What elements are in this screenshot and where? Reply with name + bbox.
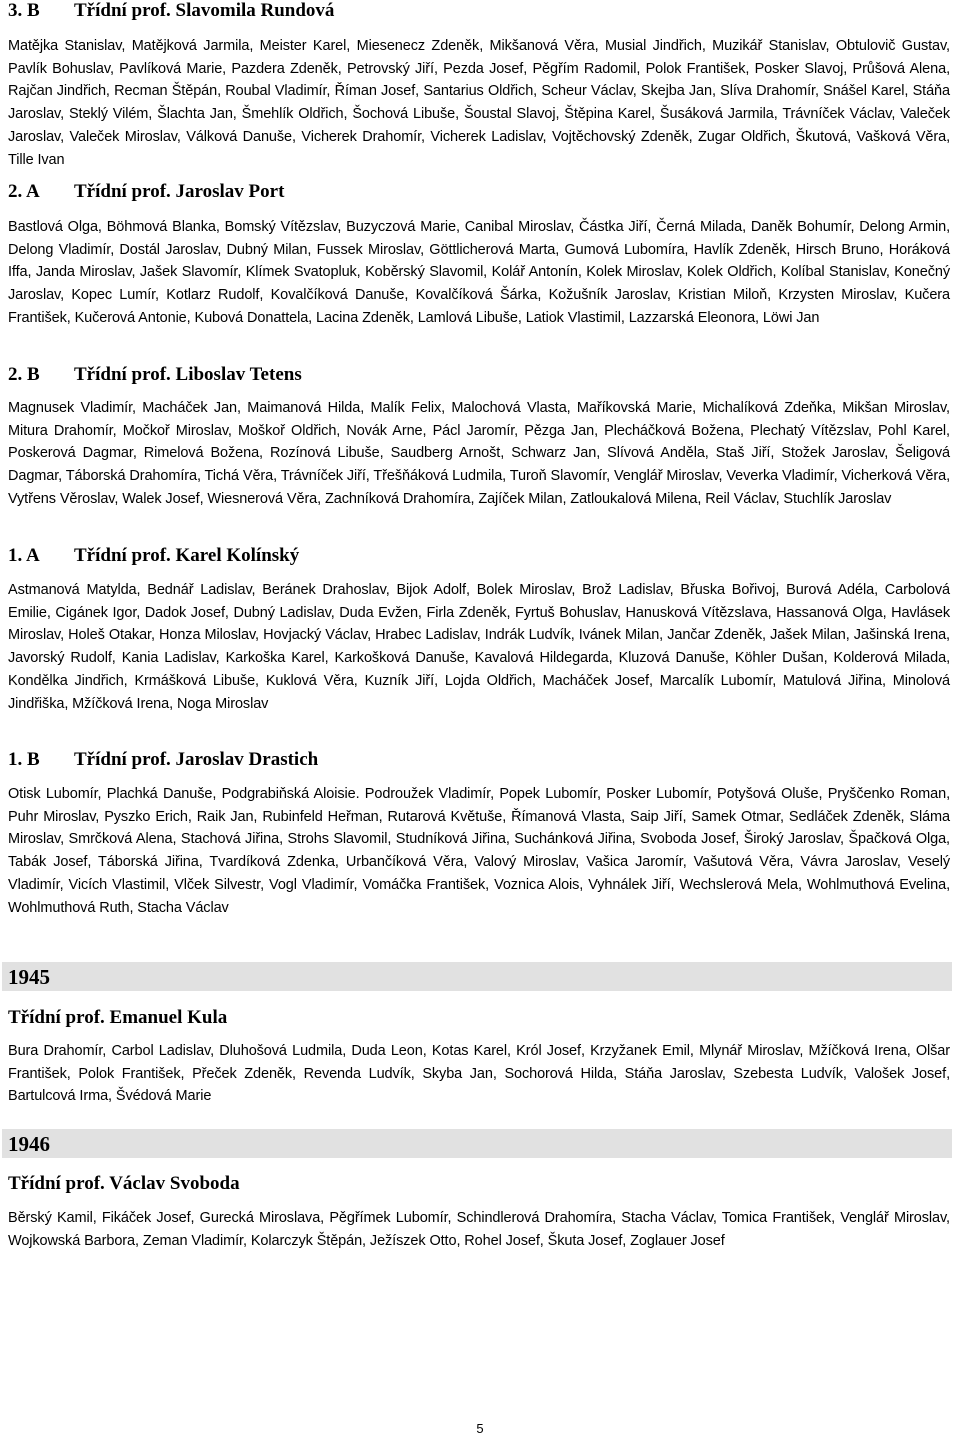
class-code: 1. B <box>8 749 40 770</box>
year-label: 1945 <box>8 965 50 989</box>
class-teacher: Třídní prof. Slavomila Rundová <box>74 0 335 21</box>
class-teacher: Třídní prof. Karel Kolínský <box>74 545 300 566</box>
teacher-heading-1946: Třídní prof. Václav Svoboda <box>8 1173 240 1194</box>
class-heading-1b <box>8 749 318 771</box>
student-list-1946: Běrský Kamil, Fikáček Josef, Gurecká Miroslava, Pěgřímek Lubomír, Schindlerová Drahomíra, Stacha Václav, Tomica František, Venglář Miroslav, Wojkowská Barbora, Zeman Vladimír, Kolarczyk Štěpán, Ježíszek Otto, Rohel Josef, Škuta Josef, Zoglauer Josef <box>8 1210 950 1249</box>
class-teacher: Třídní prof. Jaroslav Drastich <box>74 749 319 770</box>
class-heading-2b <box>8 364 302 386</box>
class-teacher: Třídní prof. Jaroslav Port <box>74 181 285 202</box>
year-banner-1946 <box>2 1129 952 1158</box>
student-list-2b: Magnusek Vladimír, Macháček Jan, Maimanová Hilda, Malík Felix, Malochová Vlasta, Maříkovská Marie, Michalíková Zdeňka, Mikšan Miroslav, Mitura Drahomír, Močkoř Miroslav, Moškoř Oldřich, Novák Arne, Pácl Jaromír, Pězga Jan, Plecháčková Božena, Plechatý Vítězslav, Pohl Karel, Poskerová Dagmar, Rimelová Božena, Rozínová Libuše, Saudberg Arnošt, Schwarz Jan, Slívová Anděla, Staš Jiří, Stožek Jaroslav, Šeligová Dagmar, Táborská Drahomíra, Tichá Věra, Trávníček Jiří, Třešňáková Ludmila, Turoň Slavomír, Venglář Miroslav, Veverka Vladimír, Vicherková Věra, Vytřens Věroslav, Walek Josef, Wiesnerová Věra, Zachníková Drahomíra, Zajíček Milan, Zatloukalová Milena, Reil Václav, Stuchlík Jaroslav <box>8 400 950 507</box>
class-heading-2a <box>8 181 284 203</box>
class-heading-3b <box>8 0 334 22</box>
class-code: 3. B <box>8 0 40 21</box>
student-list-1a: Astmanová Matylda, Bednář Ladislav, Beránek Drahoslav, Bijok Adolf, Bolek Miroslav, Brož Ladislav, Břuska Bořivoj, Burová Adéla, Carbolová Emilie, Cigánek Igor, Dadok Josef, Dubný Ladislav, Duda Evžen, Firla Zdeněk, Fyrtuš Bohuslav, Hanusková Vítězslava, Hassanová Olga, Havlásek Miroslav, Holeš Otakar, Honza Miloslav, Hovjacký Václav, Hrabec Ladislav, Indrák Ludvík, Ivánek Milan, Jančar Zdeněk, Jašek Milan, Jašinská Irena, Javorský Rudolf, Kania Ladislav, Karkoška Karel, Karkošková Danuše, Kavalová Hildegarda, Kluzová Danuše, Köhler Dušan, Kolderová Milada, Kondělka Jindřich, Krmášková Libuše, Kuklová Věra, Kuzník Jiří, Lojda Oldřich, Macháček Josef, Marcalík Lubomír, Matulová Jiřina, Minolová Jindřiška, Mžíčková Irena, Noga Miroslav <box>8 582 950 712</box>
student-list-2a: Bastlová Olga, Böhmová Blanka, Bomský Vítězslav, Buzyczová Marie, Canibal Miroslav, Částka Jiří, Černá Milada, Daněk Bohumír, Delong Armin, Delong Vladimír, Dostál Jaroslav, Dubný Milan, Fussek Miroslav, Göttlicherová Marta, Gumová Lubomíra, Havlík Zdeněk, Hirsch Bruno, Horáková Iffa, Janda Miroslav, Jašek Slavomír, Klímek Svatopluk, Koběrský Slavomil, Kolář Antonín, Kolek Miroslav, Kolek Oldřich, Kolíbal Stanislav, Konečný Jaroslav, Kopec Lumír, Kotlarz Rudolf, Kovalčíková Danuše, Kovalčíková Šárka, Kožušník Jaroslav, Kristian Miloň, Krzysten Miroslav, Kučera František, Kučerová Antonie, Kubová Donattela, Lacina Zdeněk, Lamlová Libuše, Latiok Vlastimil, Lazzarská Eleonora, Löwi Jan <box>8 219 950 326</box>
student-list-1b: Otisk Lubomír, Plachká Danuše, Podgrabiňská Aloisie. Podroužek Vladimír, Popek Lubomír, Posker Lubomír, Potyšová Oluše, Pryščenko Roman, Puhr Miroslav, Pyszko Erich, Raik Jan, Rubinfeld Heřman, Rutarová Květuše, Římanová Vlasta, Saip Jiří, Samek Otmar, Sedláček Zdeněk, Sláma Miroslav, Smrčková Alena, Stachová Jiřina, Strohs Slavomil, Studníková Jiřina, Suchánková Jiřina, Svoboda Josef, Široký Jaroslav, Špačková Olga, Tabák Josef, Táborská Jiřina, Tvardíková Zdenka, Urbančíková Věra, Valový Miroslav, Vašica Jaromír, Vašutová Věra, Vávra Jaroslav, Veselý Vladimír, Vicích Vlastimil, Vlček Silvestr, Vogl Vladimír, Vomáčka František, Voznica Alois, Vyhnálek Jiří, Wechslerová Mela, Wohlmuthová Evelina, Wohlmuthová Ruth, Stacha Václav <box>8 786 950 916</box>
class-code: 1. A <box>8 545 40 566</box>
student-list-1945: Bura Drahomír, Carbol Ladislav, Dluhošová Ludmila, Duda Leon, Kotas Karel, Król Josef, Krzyžanek Emil, Mlynář Miroslav, Mžíčková Irena, Olšar František, Polok František, Přeček Zdeněk, Revenda Ludvík, Skyba Jan, Sochorová Hilda, Stáňa Jaroslav, Szebesta Ludvík, Valošek Josef, Bartulcová Irma, Švédová Marie <box>8 1043 950 1105</box>
class-code: 2. A <box>8 181 40 202</box>
teacher-heading-1945: Třídní prof. Emanuel Kula <box>8 1007 228 1028</box>
year-banner-1945 <box>2 962 952 991</box>
page-number: 5 <box>476 1421 484 1436</box>
class-teacher: Třídní prof. Liboslav Tetens <box>74 364 302 385</box>
student-list-3b: Matějka Stanislav, Matějková Jarmila, Meister Karel, Miesenecz Zdeněk, Mikšanová Věra, Musial Jindřich, Muzikář Stanislav, Obtulovič Gustav, Pavlík Bohuslav, Pavlíková Marie, Pazdera Zdeněk, Petrovský Jiří, Pezda Josef, Pěgřím Radomil, Polok František, Posker Slavoj, Průšová Alena, Rajčan Jindřich, Recman Štěpán, Roubal Vladimír, Říman Josef, Santarius Oldřich, Scheur Václav, Skejba Jan, Slíva Drahomír, Snášel Karel, Stáňa Jaroslav, Steklý Vilém, Šlachta Jan, Šmehlík Oldřich, Šochová Libuše, Šoustal Slavoj, Štěpina Karel, Šusáková Jarmila, Trávníček Václav, Valeček Jaroslav, Valeček Miroslav, Válková Danuše, Vicherek Drahomír, Vicherek Ladislav, Vojtěchovský Zdeněk, Zugar Oldřich, Škutová, Vašková Věra, Tille Ivan <box>8 38 950 168</box>
class-code: 2. B <box>8 364 40 385</box>
class-heading-1a <box>8 545 299 567</box>
year-label: 1946 <box>8 1132 50 1156</box>
